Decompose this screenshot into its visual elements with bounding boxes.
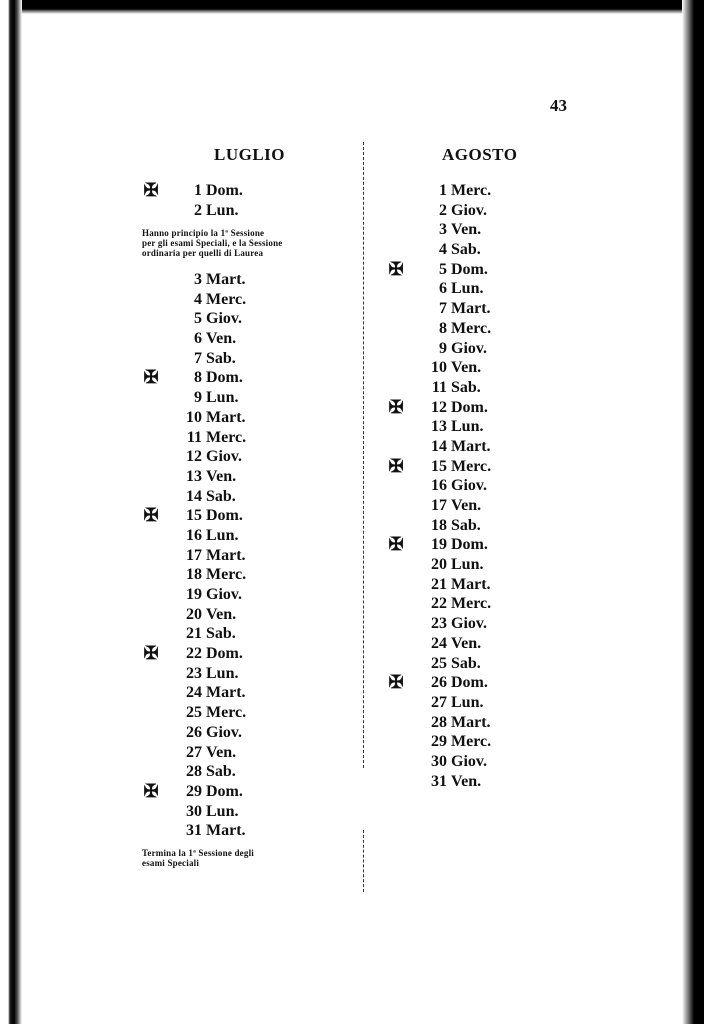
weekday-name: Mart.: [451, 575, 491, 593]
day-number: 8: [194, 369, 202, 387]
weekday-name: Dom.: [451, 674, 488, 692]
day-number: 5: [194, 310, 202, 328]
day-number: 10: [431, 359, 447, 377]
day-number: 21: [186, 625, 202, 643]
column-divider: [363, 830, 364, 892]
weekday-name: Dom.: [206, 182, 243, 199]
weekday-name: Giov.: [206, 310, 243, 328]
day-number: 27: [186, 743, 202, 761]
weekday-name: Ven.: [451, 221, 482, 239]
weekday-name: Mart.: [206, 822, 246, 840]
weekday-name: Dom.: [206, 507, 243, 525]
weekday-name: Giov.: [451, 615, 488, 633]
day-number: 28: [186, 763, 202, 781]
day-number: 20: [186, 605, 202, 623]
day-number: 2: [439, 201, 447, 219]
weekday-name: Lun.: [206, 526, 239, 544]
weekday-name: Giov.: [206, 586, 243, 603]
day-number: 30: [431, 752, 447, 770]
weekday-name: Dom.: [206, 782, 243, 800]
day-number: 6: [194, 330, 202, 348]
day-number: 30: [186, 802, 202, 820]
day-number: 19: [186, 586, 202, 603]
weekday-name: Lun.: [206, 664, 239, 682]
day-number: 24: [431, 634, 447, 652]
day-number: 23: [431, 615, 447, 633]
day-number: 5: [439, 260, 447, 278]
day-number: 12: [186, 448, 202, 466]
weekday-name: Sab.: [451, 516, 481, 534]
maltese-cross-icon: ✠: [388, 258, 404, 279]
weekday-name: Merc.: [451, 182, 492, 199]
weekday-name: Ven.: [451, 359, 482, 377]
day-number: 29: [431, 733, 447, 751]
weekday-name: Sab.: [451, 241, 481, 259]
weekday-name: Lun.: [206, 201, 239, 219]
column-divider: [363, 142, 364, 768]
weekday-name: Sab.: [206, 349, 236, 367]
weekday-name: Ven.: [206, 330, 237, 348]
weekday-name: Lun.: [451, 418, 484, 436]
weekday-name: Mart.: [451, 713, 491, 731]
day-number: 8: [439, 319, 447, 337]
weekday-name: Mart.: [206, 684, 246, 702]
maltese-cross-icon: ✠: [143, 180, 159, 200]
weekday-name: Lun.: [451, 693, 484, 711]
day-number: 13: [186, 467, 202, 485]
weekday-name: Sab.: [451, 654, 481, 672]
day-number: 2: [194, 201, 202, 219]
weekday-name: Giov.: [451, 201, 488, 219]
maltese-cross-icon: ✠: [388, 396, 404, 417]
weekday-name: Merc.: [206, 428, 247, 446]
day-number: 18: [186, 566, 202, 584]
page-edge-right: [682, 0, 704, 1024]
weekday-name: Dom.: [451, 398, 488, 416]
page-number: 43: [550, 96, 567, 115]
day-number: 13: [431, 418, 447, 436]
weekday-name: Merc.: [451, 457, 492, 475]
day-number: 3: [194, 271, 202, 288]
day-number: 25: [431, 654, 447, 672]
maltese-cross-icon: ✠: [388, 672, 404, 693]
weekday-name: Ven.: [206, 467, 237, 485]
day-number: 11: [186, 428, 202, 446]
day-number: 15: [186, 507, 202, 525]
day-number: 22: [186, 645, 202, 663]
weekday-name: Dom.: [206, 369, 243, 387]
weekday-name: Sab.: [451, 378, 481, 396]
note-line: per gli esami Speciali, e la Sessione: [142, 238, 283, 248]
note-line: Termina la 1ª Sessione degli: [142, 848, 254, 858]
note-line: esami Speciali: [142, 858, 200, 868]
maltese-cross-icon: ✠: [143, 643, 159, 664]
day-number: 24: [186, 684, 202, 702]
day-number: 27: [431, 693, 447, 711]
page-edge-left: [0, 0, 22, 1024]
weekday-name: Sab.: [206, 487, 236, 505]
day-number: 31: [431, 772, 447, 790]
weekday-name: Ven.: [451, 772, 482, 790]
day-number: 7: [439, 300, 447, 318]
day-number: 26: [431, 674, 447, 692]
day-number: 31: [186, 822, 202, 840]
weekday-name: Sab.: [206, 763, 236, 781]
maltese-cross-icon: ✠: [388, 455, 404, 476]
weekday-name: Mart.: [451, 300, 491, 318]
weekday-name: Merc.: [206, 704, 247, 722]
weekday-name: Ven.: [451, 634, 482, 652]
weekday-name: Merc.: [206, 566, 247, 584]
session-end-note: [142, 848, 352, 868]
weekday-name: Giov.: [206, 448, 243, 466]
day-number: 26: [186, 723, 202, 741]
weekday-name: Merc.: [451, 595, 492, 613]
weekday-name: Ven.: [206, 743, 237, 761]
weekday-name: Dom.: [451, 260, 488, 278]
day-number: 4: [194, 290, 202, 308]
weekday-name: Merc.: [206, 290, 247, 308]
day-number: 10: [186, 408, 202, 426]
month-title-luglio: LUGLIO: [214, 145, 286, 164]
day-number: 16: [186, 526, 202, 544]
day-number: 17: [186, 546, 202, 564]
weekday-name: Giov.: [206, 723, 243, 741]
day-number: 12: [431, 398, 447, 416]
maltese-cross-icon: ✠: [143, 505, 159, 526]
day-number: 29: [186, 782, 202, 800]
weekday-name: Lun.: [451, 556, 484, 574]
weekday-name: Giov.: [451, 752, 488, 770]
day-number: 14: [186, 487, 202, 505]
weekday-name: Mart.: [206, 546, 246, 564]
weekday-name: Sab.: [206, 625, 236, 643]
day-number: 18: [431, 516, 447, 534]
weekday-name: Lun.: [206, 802, 239, 820]
day-number: 14: [431, 437, 447, 455]
day-number: 16: [431, 477, 447, 495]
day-number: 9: [439, 339, 447, 357]
day-number: 17: [431, 497, 447, 514]
day-number: 6: [439, 280, 447, 298]
day-number: 22: [431, 595, 447, 613]
weekday-name: Giov.: [451, 339, 488, 357]
maltese-cross-icon: ✠: [143, 367, 159, 388]
weekday-name: Mart.: [206, 408, 246, 426]
weekday-name: Merc.: [451, 319, 492, 337]
note-line: ordinaria per quelli di Laurea: [142, 248, 264, 258]
day-number: 19: [431, 536, 447, 554]
session-start-note: [142, 228, 352, 258]
weekday-name: Giov.: [451, 477, 488, 495]
day-number: 20: [431, 556, 447, 574]
weekday-name: Dom.: [451, 536, 488, 554]
day-number: 21: [431, 575, 447, 593]
day-number: 4: [439, 241, 447, 259]
note-line: Hanno principio la 1ª Sessione: [142, 228, 265, 238]
day-number: 1: [194, 182, 202, 199]
weekday-name: Ven.: [451, 497, 482, 514]
weekday-name: Ven.: [206, 605, 237, 623]
weekday-name: Mart.: [206, 271, 246, 288]
day-number: 1: [439, 182, 447, 199]
weekday-name: Dom.: [206, 645, 243, 663]
weekday-name: Lun.: [451, 280, 484, 298]
day-number: 3: [439, 221, 447, 239]
page-edge-top: [0, 0, 704, 14]
weekday-name: Lun.: [206, 389, 239, 407]
weekday-name: Merc.: [451, 733, 492, 751]
day-number: 25: [186, 704, 202, 722]
weekday-name: Mart.: [451, 437, 491, 455]
day-number: 23: [186, 664, 202, 682]
day-number: 11: [431, 378, 447, 396]
day-number: 15: [431, 457, 447, 475]
month-title-agosto: AGOSTO: [442, 145, 518, 164]
day-number: 9: [194, 389, 202, 407]
day-number: 28: [431, 713, 447, 731]
maltese-cross-icon: ✠: [388, 534, 404, 555]
day-number: 7: [194, 349, 202, 367]
maltese-cross-icon: ✠: [143, 780, 159, 801]
